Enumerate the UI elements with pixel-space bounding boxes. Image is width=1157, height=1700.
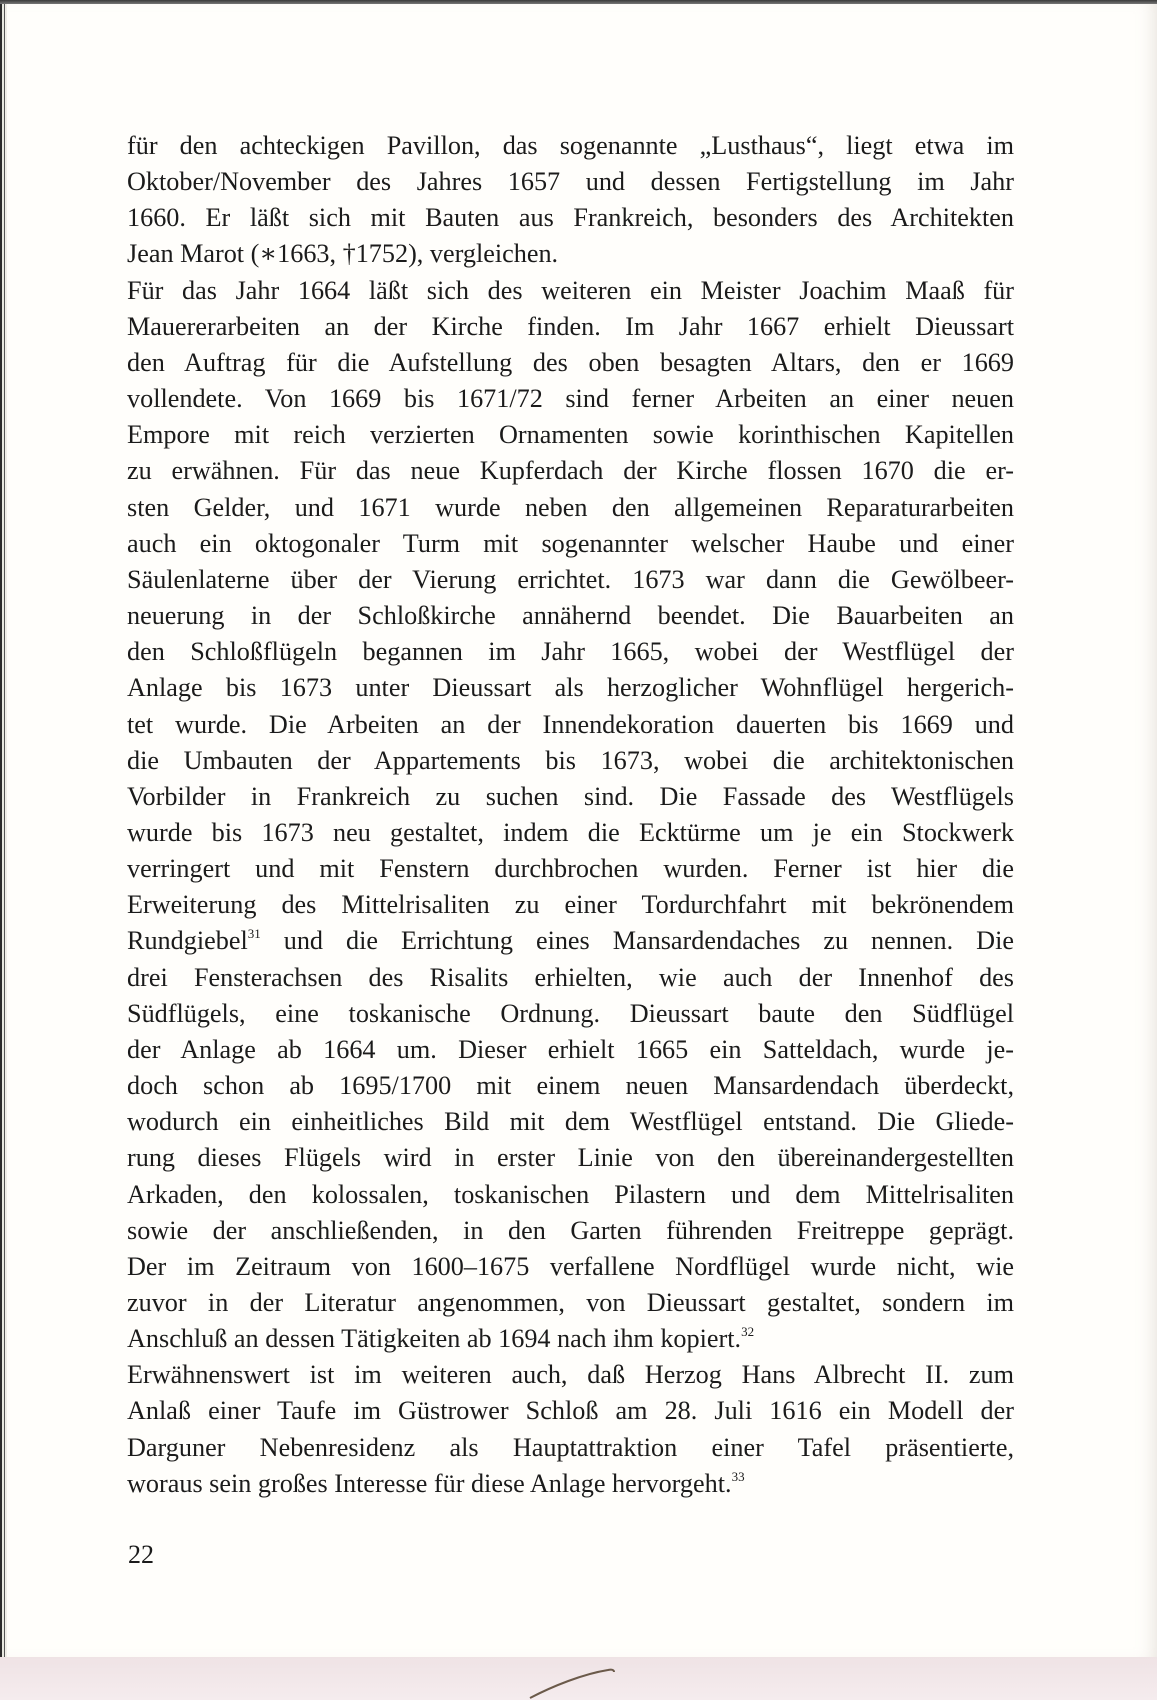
line-text: Arkaden, den kolossalen, toskanischen Pilastern und dem Mittelrisaliten <box>127 1179 1014 1209</box>
text-line <box>127 707 1014 743</box>
text-line <box>127 779 1014 815</box>
line-text: Oktober/November des Jahres 1657 und dessen Fertigstellung im Jahr <box>127 167 1014 197</box>
text-line <box>127 273 1014 309</box>
text-line <box>127 381 1014 417</box>
line-text: Anschluß an dessen Tätigkeiten ab 1694 nach ihm kopiert. <box>127 1324 742 1354</box>
text-line <box>127 1032 1014 1068</box>
page-number: 22 <box>128 1540 154 1569</box>
text-line <box>127 526 1014 562</box>
text-line <box>127 1177 1014 1213</box>
text-line <box>127 1285 1014 1321</box>
line-text: Rundgiebel <box>127 926 248 956</box>
line-text: Für das Jahr 1664 läßt sich des weiteren ein Meister Joachim Maaß für <box>127 275 1014 305</box>
line-text: drei Fensterachsen des Risalits erhielten, wie auch der Innenhof des <box>127 962 1014 992</box>
text-line <box>127 1357 1014 1393</box>
text-line <box>127 164 1014 200</box>
text-line <box>127 128 1014 164</box>
line-text: Anlaß einer Taufe im Güstrower Schloß am 28. Juli 1616 ein Modell der <box>127 1396 1014 1426</box>
line-text: Südflügels, eine toskanische Ordnung. Dieussart baute den Südflügel <box>127 998 1014 1028</box>
book-binding-edge <box>0 4 7 1659</box>
text-line <box>127 309 1014 345</box>
text-line <box>127 670 1014 706</box>
footnote-marker: 33 <box>731 1468 745 1484</box>
text-line <box>127 417 1014 453</box>
body-text <box>127 128 1014 1502</box>
footnote-marker: 31 <box>247 926 261 942</box>
line-text: den Schloßflügeln begannen im Jahr 1665, wobei der Westflügel der <box>127 637 1014 667</box>
line-text: wurde bis 1673 neu gestaltet, indem die Ecktürme um je ein Stockwerk <box>127 817 1014 847</box>
text-line <box>127 1104 1014 1140</box>
line-text: sowie der anschließenden, in den Garten führenden Freitreppe geprägt. <box>127 1215 1014 1245</box>
text-line <box>127 1466 1014 1502</box>
line-text: wodurch ein einheitliches Bild mit dem Westflügel entstand. Die Gliede- <box>127 1107 1014 1137</box>
line-text-continued: und die Errichtung eines Mansardendaches zu nennen. Die <box>260 926 1014 956</box>
footnote-marker: 32 <box>741 1324 755 1340</box>
text-line <box>127 923 1014 959</box>
text-line <box>127 634 1014 670</box>
text-line <box>127 743 1014 779</box>
text-line <box>127 1213 1014 1249</box>
line-text: doch schon ab 1695/1700 mit einem neuen Mansardendach überdeckt, <box>127 1071 1014 1101</box>
line-text: Mauererarbeiten an der Kirche finden. Im Jahr 1667 erhielt Dieussart <box>127 311 1014 341</box>
text-line <box>127 598 1014 634</box>
line-text: für den achteckigen Pavillon, das sogenannte „Lusthaus“, liegt etwa im <box>127 131 1014 160</box>
line-text: Vorbilder in Frankreich zu suchen sind. Die Fassade des Westflügels <box>127 781 1014 811</box>
text-line <box>127 1068 1014 1104</box>
line-text: die Umbauten der Appartements bis 1673, wobei die architektonischen <box>127 745 1014 775</box>
line-text: neuerung in der Schloßkirche annähernd beendet. Die Bauarbeiten an <box>127 601 1014 631</box>
hair-artifact <box>528 1668 618 1700</box>
line-text: rung dieses Flügels wird in erster Linie von den übereinandergestellten <box>127 1143 1014 1173</box>
text-line <box>127 1140 1014 1176</box>
text-line <box>127 453 1014 489</box>
line-text: Anlage bis 1673 unter Dieussart als herzoglicher Wohnflügel hergerich- <box>127 673 1014 703</box>
text-line <box>127 236 1014 272</box>
text-line <box>127 345 1014 381</box>
line-text: zu erwähnen. Für das neue Kupferdach der Kirche flossen 1670 die er- <box>127 456 1014 486</box>
text-line <box>127 1321 1014 1357</box>
line-text: woraus sein großes Interesse für diese Anlage hervorgeht. <box>127 1468 732 1498</box>
line-text: vollendete. Von 1669 bis 1671/72 sind ferner Arbeiten an einer neuen <box>127 384 1014 414</box>
text-line <box>127 815 1014 851</box>
line-text: sten Gelder, und 1671 wurde neben den allgemeinen Reparaturarbeiten <box>127 492 1014 522</box>
text-line <box>127 996 1014 1032</box>
text-line <box>127 887 1014 923</box>
line-text: tet wurde. Die Arbeiten an der Innendekoration dauerten bis 1669 und <box>127 709 1014 739</box>
text-line <box>127 851 1014 887</box>
line-text: Erweiterung des Mittelrisaliten zu einer Tordurchfahrt mit bekrönendem <box>127 890 1014 920</box>
line-text: Empore mit reich verzierten Ornamenten sowie korinthischen Kapitellen <box>127 420 1014 450</box>
text-line <box>127 960 1014 996</box>
line-text: den Auftrag für die Aufstellung des oben besagten Altars, den er 1669 <box>127 347 1014 377</box>
line-text: Erwähnenswert ist im weiteren auch, daß Herzog Hans Albrecht II. zum <box>127 1360 1014 1390</box>
line-text: Darguner Nebenresidenz als Hauptattraktion einer Tafel präsentierte, <box>127 1432 1014 1462</box>
line-text: 1660. Er läßt sich mit Bauten aus Frankreich, besonders des Architekten <box>127 203 1014 233</box>
line-text: Säulenlaterne über der Vierung errichtet. 1673 war dann die Gewölbeer- <box>127 564 1014 594</box>
line-text: Jean Marot (∗1663, †1752), vergleichen. <box>127 239 559 269</box>
line-text: zuvor in der Literatur angenommen, von Dieussart gestaltet, sondern im <box>127 1288 1014 1317</box>
line-text: Der im Zeitraum von 1600–1675 verfallene Nordflügel wurde nicht, wie <box>127 1251 1014 1281</box>
line-text: der Anlage ab 1664 um. Dieser erhielt 1665 ein Satteldach, wurde je- <box>127 1034 1014 1064</box>
text-line <box>127 200 1014 236</box>
text-line <box>127 562 1014 598</box>
text-line <box>127 1249 1014 1285</box>
text-line <box>127 1393 1014 1429</box>
text-line <box>127 490 1014 526</box>
text-line <box>127 1430 1014 1466</box>
line-text: verringert und mit Fenstern durchbrochen wurden. Ferner ist hier die <box>127 854 1014 884</box>
line-text: auch ein oktogonaler Turm mit sogenannter welscher Haube und einer <box>127 528 1014 558</box>
